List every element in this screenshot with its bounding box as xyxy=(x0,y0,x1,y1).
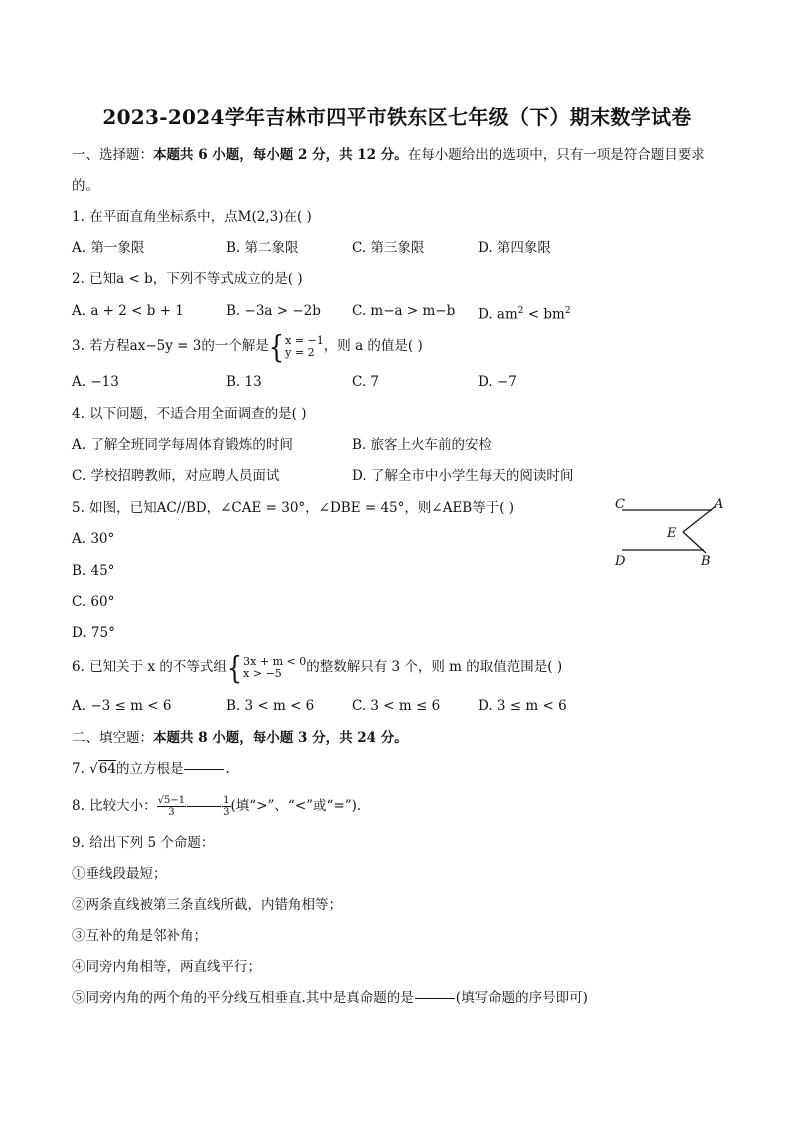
q4-stem: 4. 以下问题，不适合用全面调查的是( ) xyxy=(72,406,307,422)
q5-option-d: D. 75° xyxy=(72,625,115,641)
q3-option-b: B. 13 xyxy=(226,374,262,390)
q6-option-a: A. −3 ≤ m < 6 xyxy=(72,698,172,714)
q4-option-b: B. 旅客上火车前的安检 xyxy=(352,437,493,453)
section2-header-prefix: 二、填空题： xyxy=(72,730,153,746)
sqrt-sign: √ xyxy=(89,761,98,777)
section2-header xyxy=(72,729,408,747)
q3-system xyxy=(285,335,324,359)
q9-item-4: ④同旁内角相等，两直线平行； xyxy=(72,959,261,975)
q3-stem-a: 3. 若方程ax−5y = 3的一个解是 xyxy=(72,338,269,354)
q6-option-b: B. 3 < m < 6 xyxy=(226,698,315,714)
q4-option-a: A. 了解全班同学每周体育锻炼的时间 xyxy=(72,437,293,453)
section1-header-rest: 在每小题给出的选项中，只有一项是符合题目要求 xyxy=(407,147,705,163)
label-e: E xyxy=(667,526,677,541)
q2-option-d-left: D. am xyxy=(478,306,518,323)
q1-option-b: B. 第二象限 xyxy=(226,240,299,256)
q5-option-b: B. 45° xyxy=(72,563,115,579)
q6-system xyxy=(243,656,306,680)
q5-figure-svg xyxy=(610,494,730,574)
q3-system-eq1: x = −1 xyxy=(285,333,324,347)
q3-brace: { xyxy=(268,328,285,365)
q8-fraction-2 xyxy=(222,795,230,818)
q6-brace: { xyxy=(226,649,243,686)
q9-tail: (填写命题的序号即可) xyxy=(455,990,588,1006)
q1-option-c: C. 第三象限 xyxy=(352,240,425,256)
q5-figure xyxy=(610,494,730,574)
q8-answer-blank[interactable] xyxy=(187,805,221,807)
q7-radicand: 64 xyxy=(98,761,116,777)
q5-stem: 5. 如图，已知AC//BD，∠CAE = 30°，∠DBE = 45°，则∠AEB等于( ) xyxy=(72,500,515,516)
q6-stem-a: 6. 已知关于 x 的不等式组 xyxy=(72,659,227,675)
q9-item-1: ①垂线段最短； xyxy=(72,866,167,882)
q8-stem xyxy=(72,791,361,821)
label-a: A xyxy=(714,497,724,512)
label-b: B xyxy=(701,554,711,569)
q3-stem xyxy=(72,328,423,365)
q5-option-c: C. 60° xyxy=(72,594,115,610)
q9-item-5 xyxy=(72,989,588,1007)
q2-option-a: A. a + 2 < b + 1 xyxy=(72,303,184,319)
q7-stem xyxy=(72,760,230,778)
q2-option-c: C. m−a > m−b xyxy=(352,303,456,319)
q6-system-ineq1: 3x + m < 0 xyxy=(243,654,307,668)
q1-stem: 1. 在平面直角坐标系中，点M(2,3)在( ) xyxy=(72,209,312,225)
q3-option-a: A. −13 xyxy=(72,374,119,390)
section2-header-bold: 本题共 8 小题，每小题 3 分，共 24 分。 xyxy=(153,730,408,746)
q8-fraction-1-den: 3 xyxy=(168,807,175,818)
q2-option-b: B. −3a > −2b xyxy=(226,303,321,319)
q6-stem-b: 的整数解只有 3 个，则 m 的取值范围是( ) xyxy=(306,659,563,675)
q9-stem: 9. 给出下列 5 个命题： xyxy=(72,835,215,851)
q8-fraction-1-num: √5−1 xyxy=(157,795,186,806)
q4-option-d: D. 了解全市中小学生每天的阅读时间 xyxy=(352,468,574,484)
q6-stem xyxy=(72,649,563,686)
label-c: C xyxy=(615,497,625,512)
q3-stem-b: ，则 a 的值是( ) xyxy=(323,338,423,354)
q9-answer-blank[interactable] xyxy=(415,997,455,999)
q8-fraction-1 xyxy=(157,795,186,818)
q6-system-ineq2: x > −5 xyxy=(243,666,282,680)
q7-prefix: 7. xyxy=(72,761,90,777)
q9-item-5-text: ⑤同旁内角的两个角的平分线互相垂直.其中是真命题的是 xyxy=(72,990,414,1006)
q8-fraction-2-num: 1 xyxy=(223,795,230,806)
q1-option-d: D. 第四象限 xyxy=(478,240,551,256)
section1-header xyxy=(72,146,705,164)
q4-option-c: C. 学校招聘教师，对应聘人员面试 xyxy=(72,468,280,484)
q2-option-d-sup2: 2 xyxy=(564,306,571,316)
label-d: D xyxy=(615,554,626,569)
q8-fraction-2-den: 3 xyxy=(223,807,230,818)
section1-header-bold: 本题共 6 小题，每小题 2 分，共 12 分。 xyxy=(153,147,408,163)
q8-prefix: 8. 比较大小： xyxy=(72,798,157,814)
q7-answer-blank[interactable] xyxy=(184,768,224,770)
q2-option-d xyxy=(478,302,571,324)
q7-end: . xyxy=(225,761,230,777)
section1-header-cont: 的。 xyxy=(72,178,99,194)
q8-suffix: (填“>”、“<”或“=”). xyxy=(230,798,362,814)
q6-option-c: C. 3 < m ≤ 6 xyxy=(352,698,441,714)
q3-option-c: C. 7 xyxy=(352,374,380,390)
q2-option-d-sup1: 2 xyxy=(517,306,524,316)
section1-header-prefix: 一、选择题： xyxy=(72,147,153,163)
q3-system-eq2: y = 2 xyxy=(285,345,315,359)
exam-title: 2023-2024学年吉林市四平市铁东区七年级（下）期末数学试卷 xyxy=(102,105,692,129)
q5-option-a: A. 30° xyxy=(72,531,115,547)
q1-option-a: A. 第一象限 xyxy=(72,240,145,256)
q9-item-2: ②两条直线被第三条直线所截，内错角相等； xyxy=(72,897,342,913)
q7-suffix: 的立方根是 xyxy=(115,761,184,777)
q9-item-3: ③互补的角是邻补角； xyxy=(72,928,207,944)
q3-option-d: D. −7 xyxy=(478,374,517,390)
q6-option-d: D. 3 ≤ m < 6 xyxy=(478,698,567,714)
q2-option-d-right: < bm xyxy=(527,306,565,323)
q2-stem: 2. 已知a < b，下列不等式成立的是( ) xyxy=(72,271,303,287)
